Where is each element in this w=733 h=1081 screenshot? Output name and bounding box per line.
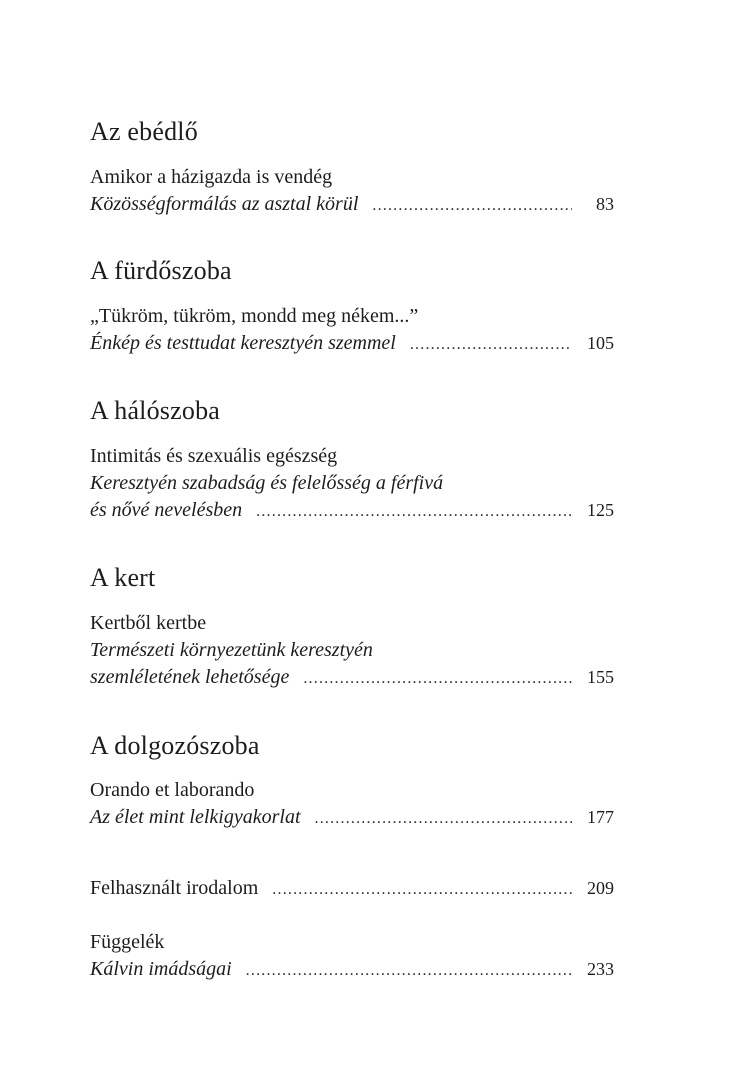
- page-number: 83: [596, 194, 614, 214]
- dot-leader: [303, 666, 572, 692]
- dot-leader: [410, 332, 572, 358]
- toc-entry-bibliography[interactable]: Felhasznált irodalom ..... 209: [90, 875, 614, 903]
- dot-leader: [272, 877, 572, 903]
- section-heading-dolgozoszoba: A dolgozószoba: [90, 731, 260, 760]
- toc-entry-title: „Tükröm, tükröm, mondd meg nékem...”: [90, 305, 419, 327]
- dot-leader: [372, 193, 572, 219]
- toc-entry-subtitle-with-page[interactable]: Kálvin imádságai ..... 233: [90, 956, 614, 984]
- page-number: 125: [587, 500, 614, 520]
- dot-leader: [246, 958, 572, 984]
- page-number: 233: [587, 959, 614, 979]
- dot-leader: [315, 806, 573, 832]
- toc-entry-title: Orando et laborando: [90, 779, 255, 801]
- toc-entry-title: Amikor a házigazda is vendég: [90, 166, 333, 188]
- section-heading-kert: A kert: [90, 563, 156, 592]
- toc-entry-subtitle-with-page[interactable]: Közösségformálás az asztal körül ..... 83: [90, 191, 614, 219]
- page-number: 105: [587, 333, 614, 353]
- section-heading-haloszoba: A hálószoba: [90, 396, 221, 425]
- toc-entry-title: Intimitás és szexuális egészség: [90, 445, 338, 467]
- toc-entry-title: Függelék: [90, 931, 165, 953]
- toc-entry-subtitle-with-page[interactable]: Az élet mint lelkigyakorlat ..... 177: [90, 804, 614, 832]
- toc-entry-subtitle: Keresztyén szabadság és felelősség a férfivá: [90, 472, 444, 494]
- page-number: 209: [587, 878, 614, 898]
- toc-entry-subtitle: Természeti környezetünk keresztyén: [90, 639, 373, 661]
- page-number: 177: [587, 807, 614, 827]
- toc-entry-subtitle-with-page[interactable]: Énkép és testtudat keresztyén szemmel ..... 105: [90, 330, 614, 358]
- toc-entry-subtitle-with-page[interactable]: és nővé nevelésben ..... 125: [90, 497, 614, 525]
- section-heading-furdoszoba: A fürdőszoba: [90, 256, 232, 285]
- dot-leader: [256, 499, 572, 525]
- page-number: 155: [587, 667, 614, 687]
- toc-entry-subtitle-with-page[interactable]: szemléletének lehetősége ..... 155: [90, 664, 614, 692]
- section-heading-ebedlo: Az ebédlő: [90, 117, 198, 146]
- toc-entry-title: Kertből kertbe: [90, 612, 207, 634]
